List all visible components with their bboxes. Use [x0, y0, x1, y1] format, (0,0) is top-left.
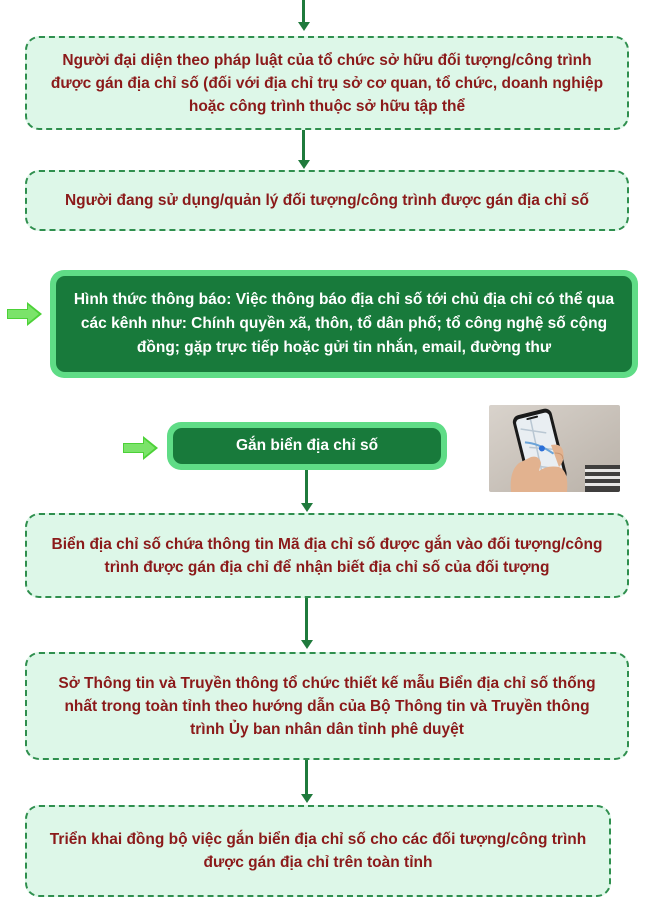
right-arrow-icon: [123, 436, 159, 460]
connector-line-4: [305, 760, 308, 795]
step-deploy-text: Triển khai đồng bộ việc gắn biển địa chỉ số cho các đối tượng/công trình được gán địa chỉ trên toàn tỉnh: [49, 831, 587, 871]
connector-arrowhead-4: [301, 794, 313, 803]
connector-arrowhead-1: [298, 160, 310, 169]
step-plate-info-text: Biển địa chỉ số chứa thông tin Mã địa chỉ số được gắn vào đối tượng/công trình được gán địa chỉ để nhận biết địa chỉ số của đối tượng: [51, 535, 603, 576]
step-attach-plate: [167, 422, 447, 470]
step-notification-panel: [56, 276, 632, 372]
step-attach-plate-panel: [173, 428, 441, 464]
smartphone-map-photo: [489, 405, 620, 492]
step-notification: [50, 270, 638, 378]
step-design-template: [25, 652, 629, 760]
connector-line-1: [302, 130, 305, 162]
step-user-manager: [25, 170, 629, 231]
connector-arrowhead-top: [298, 22, 310, 31]
step-deploy: [25, 805, 611, 897]
connector-line-top: [302, 0, 305, 24]
step-plate-info: [25, 513, 629, 598]
step-design-template-text: Sở Thông tin và Truyền thông tổ chức thiết kế mẫu Biển địa chỉ số thống nhất trong toàn tỉnh theo hướng dẫn của Bộ Thông tin và Truyền thông trình Ủy ban nhân dân tỉnh phê duyệt: [58, 674, 596, 738]
step-attach-plate-text: Gắn biển địa chỉ số: [235, 437, 379, 454]
step-legal-representative-text: Người đại diện theo pháp luật của tổ chức sở hữu đối tượng/công trình được gán địa chỉ số (đối với địa chỉ trụ sở cơ quan, tổ chức, doanh nghiệp hoặc công trình thuộc sở hữu tập thể: [50, 51, 604, 115]
step-legal-representative: [25, 36, 629, 130]
step-user-manager-text: Người đang sử dụng/quản lý đối tượng/công trình được gán địa chỉ số: [64, 192, 589, 209]
connector-line-3: [305, 598, 308, 641]
connector-line-2: [305, 470, 308, 504]
connector-arrowhead-3: [301, 640, 313, 649]
step-notification-text: Hình thức thông báo: Việc thông báo địa chỉ số tới chủ địa chỉ có thể qua các kênh như: Chính quyền xã, thôn, tổ dân phố; tổ công nghệ số cộng đồng; gặp trực tiếp hoặc gửi tin nhắn, email, đường thư: [73, 291, 615, 356]
right-arrow-icon: [7, 302, 43, 326]
connector-arrowhead-2: [301, 503, 313, 512]
